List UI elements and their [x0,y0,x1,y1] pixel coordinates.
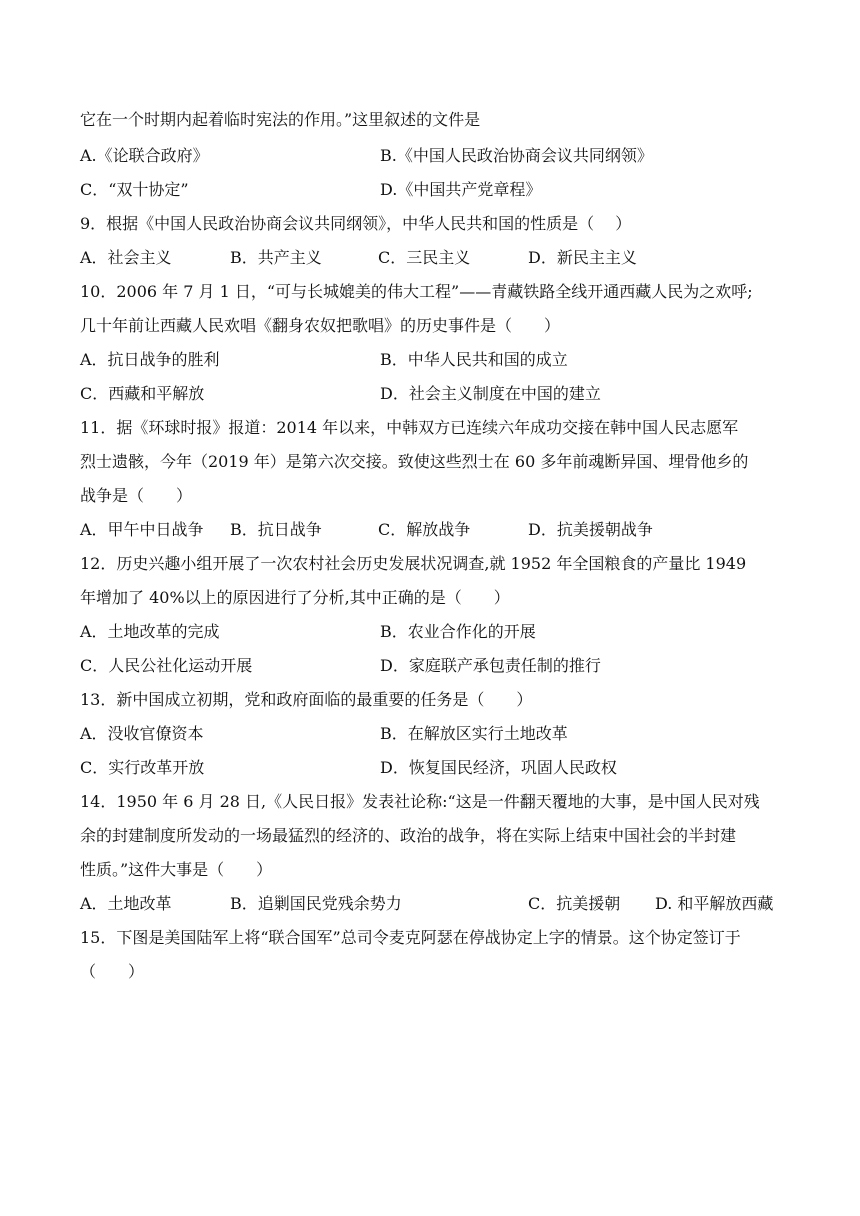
q10-option-a: A．抗日战争的胜利 [80,350,220,369]
q11-stem-line-2: 烈士遗骸，今年（2019 年）是第六次交接。致使这些烈士在 60 多年前魂断异国、埋骨他乡的 [80,452,749,471]
q12-option-d: D．家庭联产承包责任制的推行 [380,656,601,675]
q10-option-c: C．西藏和平解放 [80,384,205,403]
q13-option-a: A．没收官僚资本 [80,724,204,743]
q14-stem-line-3: 性质。”这件大事是（ ） [80,860,273,879]
q9-stem: 9．根据《中国人民政治协商会议共同纲领》，中华人民共和国的性质是（ ） [80,214,632,233]
q12-option-a: A．土地改革的完成 [80,622,220,641]
q8-stem-tail: 它在一个时期内起着临时宪法的作用。”这里叙述的文件是 [80,110,481,129]
q14-stem-line-1: 14．1950 年 6 月 28 日,《人民日报》发表社论称:“这是一件翻天覆地的大事，是中国人民对残 [80,792,760,811]
q10-option-b: B．中华人民共和国的成立 [380,350,568,369]
q12-stem-line-1: 12．历史兴趣小组开展了一次农村社会历史发展状况调查,就 1952 年全国粮食的产量比 1949 [80,554,747,573]
q8-option-a: A.《论联合政府》 [80,146,209,165]
q15-stem-line-2: （ ） [80,962,145,981]
q8-option-d: D.《中国共产党章程》 [380,180,542,199]
q9-option-c: C．三民主义 [378,248,471,267]
q10-stem-line-2: 几十年前让西藏人民欢唱《翻身农奴把歌唱》的历史事件是（ ） [80,316,561,335]
q8-option-c: C．“双十协定” [80,180,189,199]
q14-option-a: A．土地改革 [80,894,172,913]
q12-option-b: B．农业合作化的开展 [380,622,536,641]
q13-option-c: C．实行改革开放 [80,758,205,777]
q13-stem: 13．新中国成立初期，党和政府面临的最重要的任务是（ ） [80,690,533,709]
q11-stem-line-1: 11．据《环球时报》报道：2014 年以来，中韩双方已连续六年成功交接在韩中国人民志愿军 [80,418,739,437]
q11-option-b: B．抗日战争 [230,520,322,539]
q11-option-c: C．解放战争 [378,520,471,539]
q9-option-d: D．新民主主义 [528,248,637,267]
q10-option-d: D．社会主义制度在中国的建立 [380,384,601,403]
q12-stem-line-2: 年增加了 40%以上的原因进行了分析,其中正确的是（ ） [80,588,510,607]
q15-stem-line-1: 15．下图是美国陆军上将“联合国军”总司令麦克阿瑟在停战协定上字的情景。这个协定签订于 [80,928,741,947]
q11-stem-line-3: 战争是（ ） [80,486,193,505]
q10-stem-line-1: 10．2006 年 7 月 1 日，“可与长城媲美的伟大工程”——青藏铁路全线开通西藏人民为之欢呼; [80,282,753,301]
q8-option-b: B.《中国人民政治协商会议共同纲领》 [380,146,653,165]
q14-option-d: D. 和平解放西藏 [655,894,774,913]
q9-option-b: B．共产主义 [230,248,322,267]
q14-option-c: C．抗美援朝 [528,894,621,913]
q13-option-d: D．恢复国民经济，巩固人民政权 [380,758,617,777]
q11-option-d: D．抗美援朝战争 [528,520,653,539]
q12-option-c: C．人民公社化运动开展 [80,656,253,675]
q11-option-a: A．甲午中日战争 [80,520,204,539]
q14-stem-line-2: 余的封建制度所发动的一场最猛烈的经济的、政治的战争，将在实际上结束中国社会的半封建 [80,826,737,845]
q9-option-a: A．社会主义 [80,248,172,267]
q13-option-b: B．在解放区实行土地改革 [380,724,568,743]
q14-option-b: B．追剿国民党残余势力 [230,894,402,913]
